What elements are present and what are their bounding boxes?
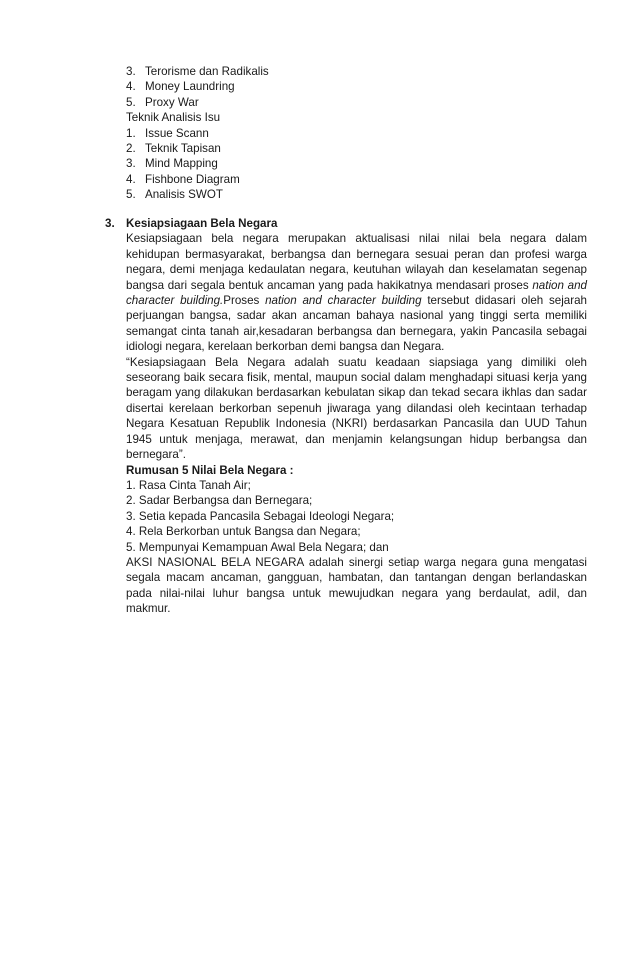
section-body [126,231,587,616]
paragraph-definition [126,231,587,354]
list-number: 5. [126,188,136,202]
list-text: Proxy War [145,95,199,109]
paragraph-text: tersebut didasari oleh sejarah perjuangan bangsa, sadar akan ancaman bahaya nasional yang tinggi serta memiliki semangat cinta tanah air,kesadaran berbangsa dan bernegara, yakin Pancasila sebagai idiologi negara, kerelaan berkorban demi bangsa dan Negara. [126,294,587,354]
paragraph-quote: “Kesiapsiagaan Bela Negara adalah suatu keadaan siapsiaga yang dimiliki oleh seseorang baik secara fisik, mental, maupun social dalam menghadapi situasi kerja yang beragam yang dilakukan berdasarkan kebulatan sikap dan tekad secara ikhlas dan sadar disertai kerelaan berkorban sepenuh jiwaraga yang dilandasi oleh kecintaan terhadap Negara Kesatuan Republik Indonesia (NKRI) berdasarkan Pancasila dan UUD Tahun 1945 untuk menjaga, merawat, dan menjamin kelangsungan hidup berbangsa dan bernegara”. [126,355,587,462]
italic-term: nation and character building [265,294,422,308]
list-item [126,79,596,94]
list-number: 5. [126,95,136,109]
list-number: 4. [126,172,136,186]
rumusan-item: 3. Setia kepada Pancasila Sebagai Ideologi Negara; [126,509,395,523]
list-text: Mind Mapping [145,157,218,171]
paragraph-text: Proses [223,294,266,308]
list-number: 3. [126,65,136,78]
section-number: 3. [105,217,115,230]
list-item [126,126,596,141]
list-item [126,95,596,110]
list-item [126,141,596,156]
list-number: 1. [126,126,136,140]
teknik-heading: Teknik Analisis Isu [126,111,221,125]
list-item [126,187,596,202]
rumusan-heading: Rumusan 5 Nilai Bela Negara : [126,463,294,477]
list-text: Issue Scann [145,126,209,140]
list-text: Terorisme dan Radikalis [145,65,269,78]
italic-term: nation and character building. [126,278,587,308]
list-text: Teknik Tapisan [145,142,221,156]
list-text: Fishbone Diagram [145,172,240,186]
list-item [126,64,596,79]
rumusan-item: 2. Sadar Berbangsa dan Bernegara; [126,494,313,508]
section-title: Kesiapsiagaan Bela Negara [126,217,278,230]
list-text: Money Laundring [145,80,235,94]
list-number: 3. [126,157,136,171]
paragraph-aksi: AKSI NASIONAL BELA NEGARA adalah sinergi setiap warga negara guna mengatasi segala macam ancaman, gangguan, hambatan, dan tantangan dengan berlandaskan pada nilai-nilai luhur bangsa untuk mewujudkan negara yang berdaulat, adil, dan makmur. [126,555,587,616]
top-lists [126,64,596,203]
list-item [126,156,596,171]
rumusan-item: 1. Rasa Cinta Tanah Air; [126,478,251,492]
list-item [126,172,596,187]
rumusan-item: 5. Mempunyai Kemampuan Awal Bela Negara; dan [126,540,389,554]
section-heading [105,216,587,231]
list-number: 2. [126,142,136,156]
section-kesiapsiagaan [105,216,587,617]
list-text: Analisis SWOT [145,188,223,202]
rumusan-item: 4. Rela Berkorban untuk Bangsa dan Negara; [126,525,361,539]
list-number: 4. [126,80,136,94]
paragraph-text: Kesiapsiagaan bela negara merupakan aktualisasi nilai nilai bela negara dalam kehidupan bermasyarakat, berbangsa dan bernegara sesuai peran dan profesi warga negara, demi menjaga kedaulatan negara, keutuhan wilayah dan keselamatan segenap bangsa dari segala bentuk ancaman yang pada hakikatnya mendasari proses [126,232,587,292]
